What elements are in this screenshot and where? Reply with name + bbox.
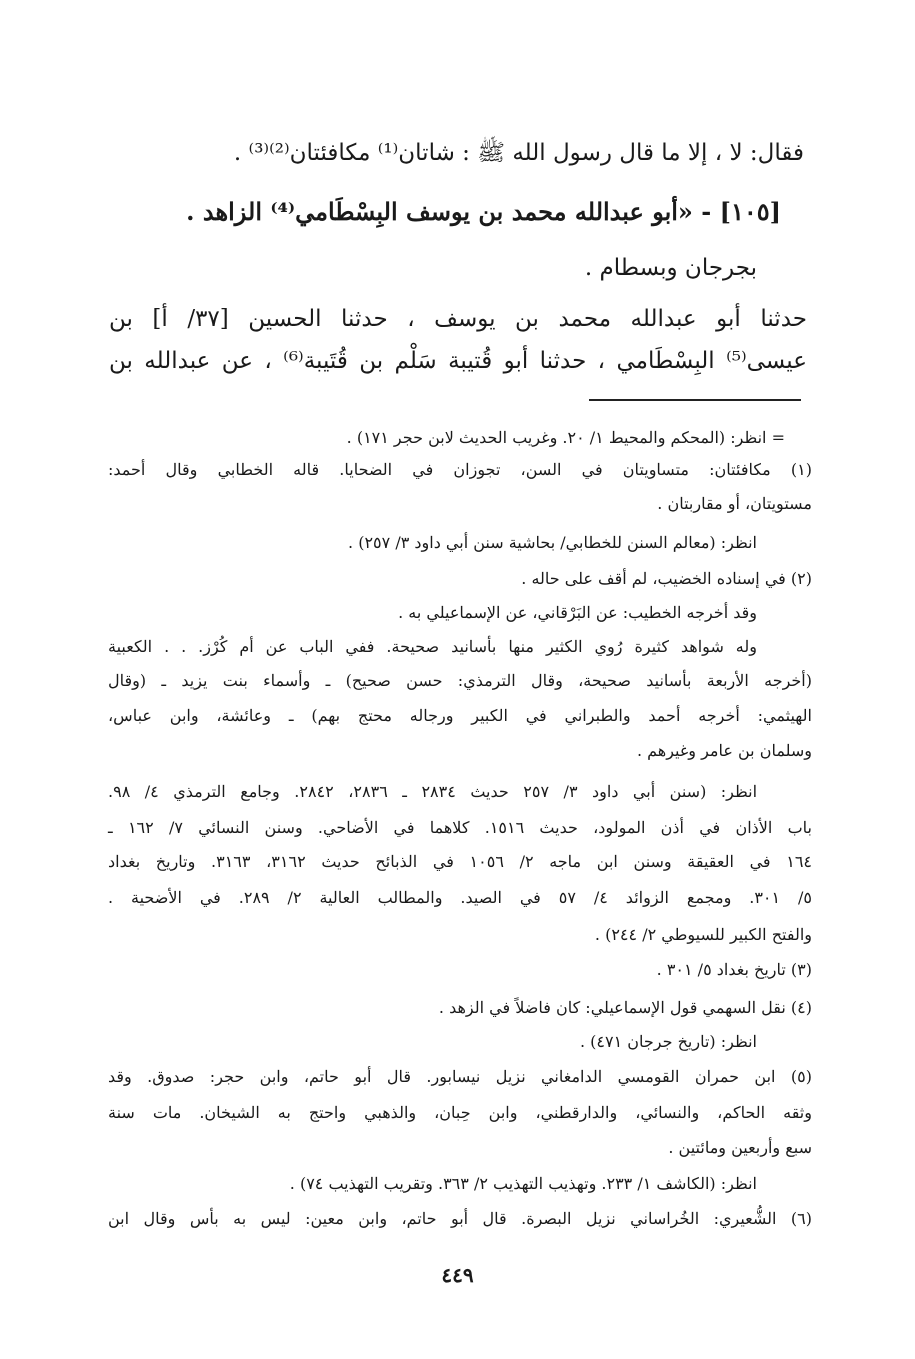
footnote-4-line-2: انظر: (تاريخ جرجان ٤٧١) . (579, 1032, 757, 1051)
entry-heading: [١٠٥] - «أبو عبدالله محمد بن يوسف البِسْطَامي⁽⁴⁾ الزاهد . (186, 197, 781, 226)
footnote-2-line-10: ٥/ ٣٠١. ومجمع الزوائد ٤/ ٥٧ في الصيد. والمطالب العالية ٢/ ٢٨٩. في الأضحية . (108, 888, 813, 907)
footnote-1-line-2: مستويتان، أو مقاربتان . (657, 494, 812, 513)
footnote-2-line-3: وله شواهد كثيرة رُوي الكثير منها بأسانيد صحيحة. ففي الباب عن أم كُرْز. . . الكعبية (108, 637, 757, 656)
footnote-separator (589, 399, 801, 401)
footnote-1-line-3: انظر: (معالم السنن للخطابي/ بحاشية سنن أبي داود ٣/ ٢٥٧) . (348, 533, 757, 552)
footnote-2-line-11: والفتح الكبير للسيوطي ٢/ ٢٤٤) . (594, 925, 812, 944)
footnote-5-line-3: سبع وأربعين ومائتين . (668, 1138, 812, 1157)
main-text-line-3: بجرجان وبسطام . (584, 255, 757, 281)
footnote-3: (٣) تاريخ بغداد ٥/ ٣٠١ . (656, 960, 812, 979)
footnote-2-line-2: وقد أخرجه الخطيب: عن البَرْقاني، عن الإسماعيلي به . (398, 603, 757, 622)
main-text-line-5: عيسى⁽⁵⁾ البِسْطَامي ، حدثنا أبو قُتيبة سَلْم بن قُتَيبة⁽⁶⁾ ، عن عبدالله بن (109, 348, 807, 374)
footnote-5-line-4: انظر: (الكاشف ١/ ٢٣٣. وتهذيب التهذيب ٢/ ٣٦٣. وتقريب التهذيب ٧٤) . (289, 1174, 757, 1193)
footnote-2-line-4: (أخرجه الأربعة بأسانيد صحيحة، وقال الترمذي: حسن صحيح) ـ وأسماء بنت يزيد ـ (وقال (108, 671, 812, 690)
footnote-6-line-1: (٦) الشُّعيري: الخُراساني نزيل البصرة. قال أبو حاتم، وابن معين: ليس به بأس وقال ابن (108, 1209, 812, 1228)
footnote-continuation: = انظر: (المحكم والمحيط ١/ ٢٠. وغريب الحديث لابن حجر ١٧١) . (346, 428, 785, 447)
footnote-2-line-7: انظر: (سنن أبي داود ٣/ ٢٥٧ حديث ٢٨٣٤ ـ ٢٨٣٦، ٢٨٤٢. وجامع الترمذي ٤/ ٩٨. (108, 782, 758, 801)
footnote-2-line-5: الهيثمي: أخرجه أحمد والطبراني في الكبير ورجاله محتج بهم) ـ وعائشة، وابن عباس، (108, 706, 812, 725)
main-text-line-4: حدثنا أبو عبدالله محمد بن يوسف ، حدثنا الحسين [٣٧/ أ] بن (109, 306, 807, 332)
footnote-2-line-8: باب الأذان في أذن المولود، حديث ١٥١٦. كلاهما في الأضاحي. وسنن النسائي ٧/ ١٦٢ ـ (108, 818, 812, 837)
footnote-2-line-9: ١٦٤ في العقيقة وسنن ابن ماجه ٢/ ١٠٥٦ في الذبائح حديث ٣١٦٢، ٣١٦٣. وتاريخ بغداد (108, 852, 813, 871)
footnote-5-line-2: وثقه الحاكم، والنسائي، والدارقطني، وابن حِبان، والذهبي واحتج به الشيخان. مات سنة (108, 1103, 812, 1122)
main-text-line-1: فقال: لا ، إلا ما قال رسول الله ﷺ : شاتان⁽¹⁾ مكافئتان⁽²⁾⁽³⁾ . (233, 140, 804, 166)
footnote-2-line-6: وسلمان بن عامر وغيرهم . (636, 741, 812, 760)
footnote-2-line-1: (٢) في إسناده الخضيب، لم أقف على حاله . (521, 569, 812, 588)
footnote-4-line-1: (٤) نقل السهمي قول الإسماعيلي: كان فاضلاً في الزهد . (438, 998, 812, 1017)
footnote-5-line-1: (٥) ابن حمران القومسي الدامغاني نزيل نيسابور. قال أبو حاتم، وابن حجر: صدوق. وقد (108, 1067, 812, 1086)
footnote-1-line-1: (١) مكافئتان: متساويتان في السن، تجوزان في الضحايا. قاله الخطابي وقال أحمد: (108, 460, 812, 479)
page-number: ٤٤٩ (441, 1263, 474, 1287)
